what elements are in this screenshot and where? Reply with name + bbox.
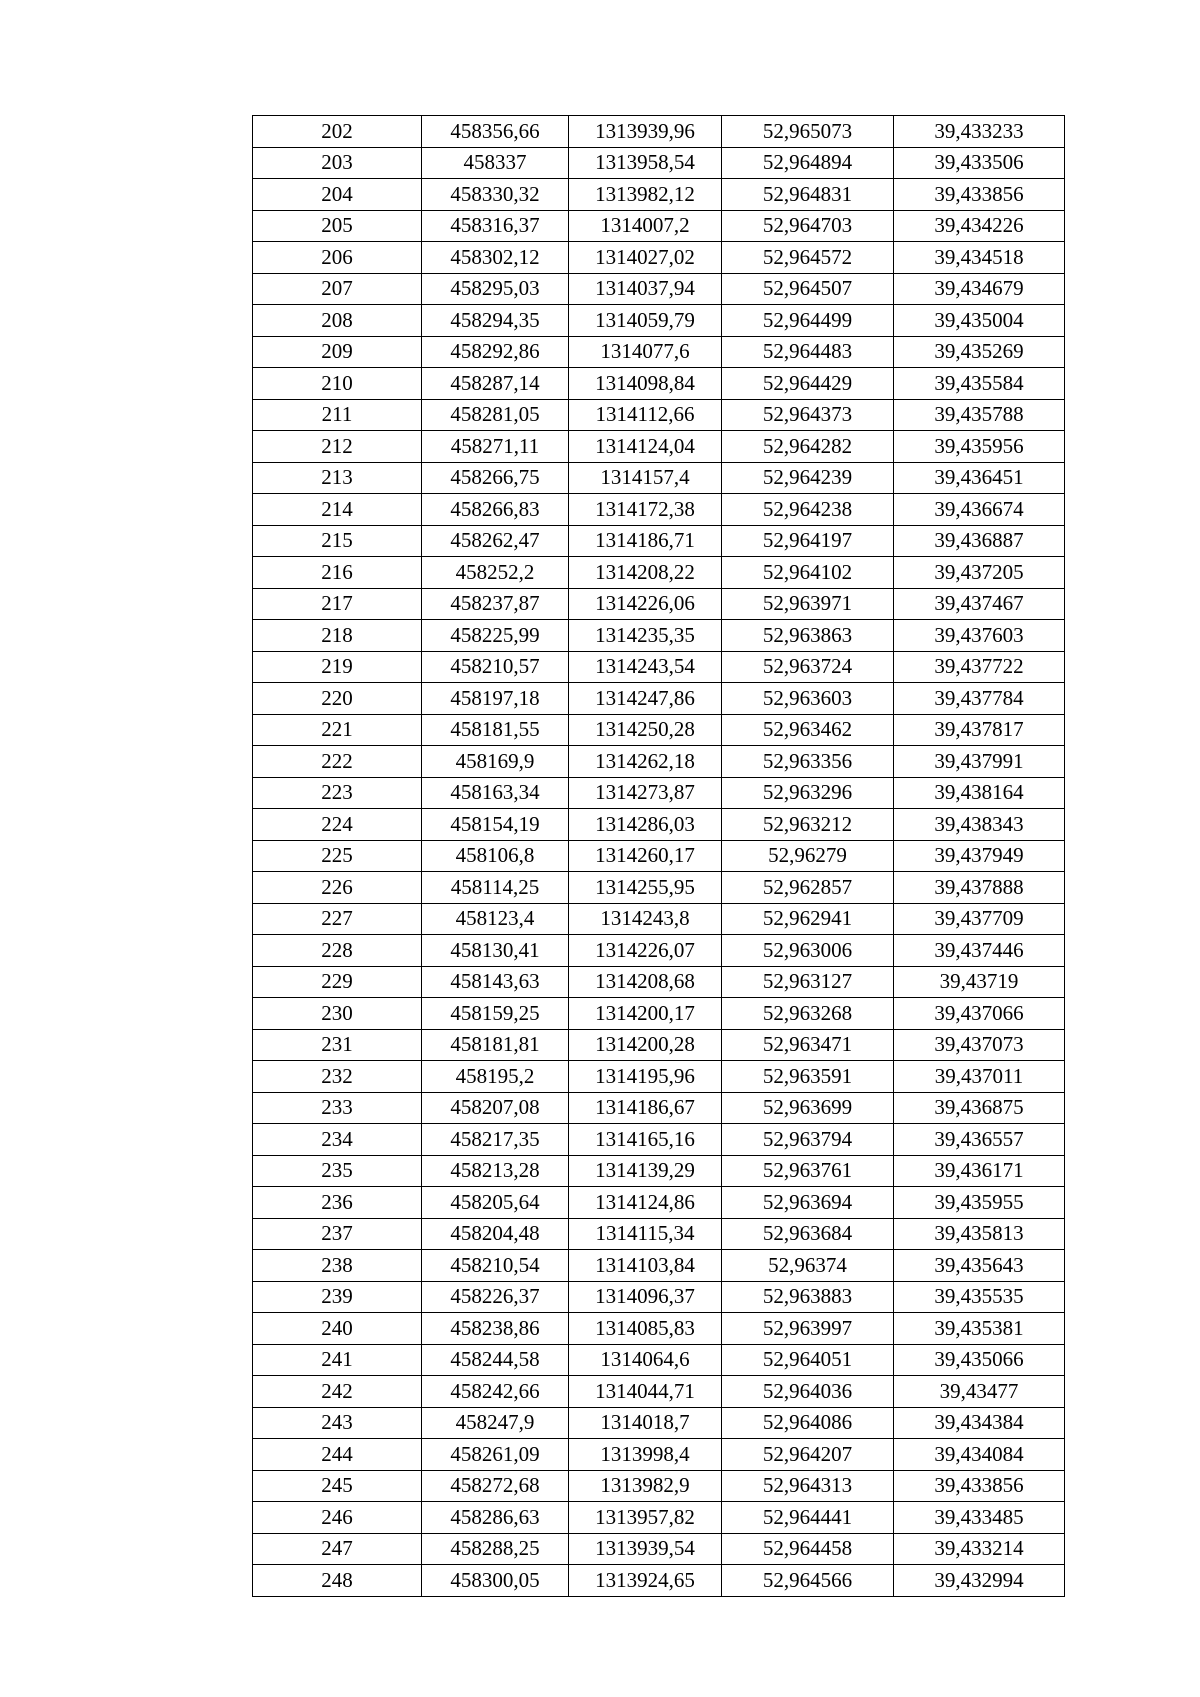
x-coordinate-cell: 458130,41	[422, 935, 569, 967]
x-coordinate-cell: 458244,58	[422, 1344, 569, 1376]
table-row	[253, 1376, 1065, 1408]
latitude-cell: 52,964499	[722, 305, 894, 337]
y-coordinate-cell: 1314260,17	[569, 840, 722, 872]
latitude-cell: 52,964102	[722, 557, 894, 589]
point-number-cell: 218	[253, 620, 422, 652]
table-row	[253, 588, 1065, 620]
x-coordinate-cell: 458205,64	[422, 1187, 569, 1219]
y-coordinate-cell: 1314064,6	[569, 1344, 722, 1376]
table-row	[253, 966, 1065, 998]
longitude-cell: 39,434084	[894, 1439, 1065, 1471]
x-coordinate-cell: 458242,66	[422, 1376, 569, 1408]
longitude-cell: 39,437784	[894, 683, 1065, 715]
table-row	[253, 1502, 1065, 1534]
point-number-cell: 246	[253, 1502, 422, 1534]
point-number-cell: 202	[253, 116, 422, 148]
y-coordinate-cell: 1314250,28	[569, 714, 722, 746]
longitude-cell: 39,437888	[894, 872, 1065, 904]
latitude-cell: 52,963127	[722, 966, 894, 998]
point-number-cell: 234	[253, 1124, 422, 1156]
y-coordinate-cell: 1313939,54	[569, 1533, 722, 1565]
latitude-cell: 52,962941	[722, 903, 894, 935]
point-number-cell: 232	[253, 1061, 422, 1093]
longitude-cell: 39,437011	[894, 1061, 1065, 1093]
table-row	[253, 1344, 1065, 1376]
x-coordinate-cell: 458197,18	[422, 683, 569, 715]
x-coordinate-cell: 458207,08	[422, 1092, 569, 1124]
latitude-cell: 52,963684	[722, 1218, 894, 1250]
longitude-cell: 39,435004	[894, 305, 1065, 337]
table-row	[253, 1407, 1065, 1439]
y-coordinate-cell: 1314273,87	[569, 777, 722, 809]
x-coordinate-cell: 458295,03	[422, 273, 569, 305]
table-row	[253, 1250, 1065, 1282]
y-coordinate-cell: 1313939,96	[569, 116, 722, 148]
point-number-cell: 205	[253, 210, 422, 242]
longitude-cell: 39,436875	[894, 1092, 1065, 1124]
y-coordinate-cell: 1314186,71	[569, 525, 722, 557]
longitude-cell: 39,435643	[894, 1250, 1065, 1282]
x-coordinate-cell: 458272,68	[422, 1470, 569, 1502]
latitude-cell: 52,964831	[722, 179, 894, 211]
table-row	[253, 809, 1065, 841]
y-coordinate-cell: 1314195,96	[569, 1061, 722, 1093]
point-number-cell: 215	[253, 525, 422, 557]
x-coordinate-cell: 458337	[422, 147, 569, 179]
table-row	[253, 903, 1065, 935]
latitude-cell: 52,964507	[722, 273, 894, 305]
x-coordinate-cell: 458287,14	[422, 368, 569, 400]
point-number-cell: 235	[253, 1155, 422, 1187]
x-coordinate-cell: 458213,28	[422, 1155, 569, 1187]
table-row	[253, 1187, 1065, 1219]
longitude-cell: 39,436674	[894, 494, 1065, 526]
point-number-cell: 224	[253, 809, 422, 841]
coordinates-table-body	[253, 116, 1065, 1597]
longitude-cell: 39,436451	[894, 462, 1065, 494]
table-row	[253, 242, 1065, 274]
latitude-cell: 52,964483	[722, 336, 894, 368]
longitude-cell: 39,437205	[894, 557, 1065, 589]
longitude-cell: 39,432994	[894, 1565, 1065, 1597]
latitude-cell: 52,964238	[722, 494, 894, 526]
x-coordinate-cell: 458266,83	[422, 494, 569, 526]
latitude-cell: 52,964197	[722, 525, 894, 557]
table-row	[253, 777, 1065, 809]
point-number-cell: 241	[253, 1344, 422, 1376]
longitude-cell: 39,433214	[894, 1533, 1065, 1565]
latitude-cell: 52,963591	[722, 1061, 894, 1093]
longitude-cell: 39,437467	[894, 588, 1065, 620]
point-number-cell: 211	[253, 399, 422, 431]
x-coordinate-cell: 458210,54	[422, 1250, 569, 1282]
table-row	[253, 399, 1065, 431]
x-coordinate-cell: 458286,63	[422, 1502, 569, 1534]
latitude-cell: 52,964207	[722, 1439, 894, 1471]
latitude-cell: 52,963694	[722, 1187, 894, 1219]
point-number-cell: 233	[253, 1092, 422, 1124]
x-coordinate-cell: 458288,25	[422, 1533, 569, 1565]
longitude-cell: 39,437709	[894, 903, 1065, 935]
point-number-cell: 216	[253, 557, 422, 589]
latitude-cell: 52,964036	[722, 1376, 894, 1408]
longitude-cell: 39,435269	[894, 336, 1065, 368]
latitude-cell: 52,963471	[722, 1029, 894, 1061]
table-row	[253, 1061, 1065, 1093]
point-number-cell: 207	[253, 273, 422, 305]
longitude-cell: 39,435535	[894, 1281, 1065, 1313]
x-coordinate-cell: 458261,09	[422, 1439, 569, 1471]
y-coordinate-cell: 1314208,22	[569, 557, 722, 589]
point-number-cell: 236	[253, 1187, 422, 1219]
table-row	[253, 1565, 1065, 1597]
table-row	[253, 1029, 1065, 1061]
y-coordinate-cell: 1314186,67	[569, 1092, 722, 1124]
longitude-cell: 39,433233	[894, 116, 1065, 148]
y-coordinate-cell: 1314059,79	[569, 305, 722, 337]
longitude-cell: 39,436887	[894, 525, 1065, 557]
point-number-cell: 222	[253, 746, 422, 778]
latitude-cell: 52,963296	[722, 777, 894, 809]
table-row	[253, 462, 1065, 494]
latitude-cell: 52,96374	[722, 1250, 894, 1282]
table-row	[253, 998, 1065, 1030]
x-coordinate-cell: 458163,34	[422, 777, 569, 809]
latitude-cell: 52,963883	[722, 1281, 894, 1313]
point-number-cell: 245	[253, 1470, 422, 1502]
longitude-cell: 39,438164	[894, 777, 1065, 809]
latitude-cell: 52,964458	[722, 1533, 894, 1565]
point-number-cell: 223	[253, 777, 422, 809]
table-row	[253, 494, 1065, 526]
y-coordinate-cell: 1314243,8	[569, 903, 722, 935]
latitude-cell: 52,963724	[722, 651, 894, 683]
x-coordinate-cell: 458266,75	[422, 462, 569, 494]
longitude-cell: 39,434384	[894, 1407, 1065, 1439]
x-coordinate-cell: 458302,12	[422, 242, 569, 274]
y-coordinate-cell: 1314077,6	[569, 336, 722, 368]
table-row	[253, 1124, 1065, 1156]
x-coordinate-cell: 458181,81	[422, 1029, 569, 1061]
x-coordinate-cell: 458356,66	[422, 116, 569, 148]
y-coordinate-cell: 1314112,66	[569, 399, 722, 431]
x-coordinate-cell: 458195,2	[422, 1061, 569, 1093]
point-number-cell: 244	[253, 1439, 422, 1471]
longitude-cell: 39,435956	[894, 431, 1065, 463]
table-row	[253, 1092, 1065, 1124]
point-number-cell: 209	[253, 336, 422, 368]
point-number-cell: 240	[253, 1313, 422, 1345]
point-number-cell: 225	[253, 840, 422, 872]
x-coordinate-cell: 458181,55	[422, 714, 569, 746]
longitude-cell: 39,43477	[894, 1376, 1065, 1408]
table-row	[253, 305, 1065, 337]
table-row	[253, 1313, 1065, 1345]
latitude-cell: 52,964313	[722, 1470, 894, 1502]
x-coordinate-cell: 458247,9	[422, 1407, 569, 1439]
x-coordinate-cell: 458252,2	[422, 557, 569, 589]
x-coordinate-cell: 458281,05	[422, 399, 569, 431]
latitude-cell: 52,96279	[722, 840, 894, 872]
point-number-cell: 229	[253, 966, 422, 998]
y-coordinate-cell: 1314027,02	[569, 242, 722, 274]
table-row	[253, 620, 1065, 652]
coordinates-table	[252, 115, 1065, 1597]
longitude-cell: 39,437603	[894, 620, 1065, 652]
x-coordinate-cell: 458271,11	[422, 431, 569, 463]
x-coordinate-cell: 458217,35	[422, 1124, 569, 1156]
longitude-cell: 39,433856	[894, 1470, 1065, 1502]
table-row	[253, 1155, 1065, 1187]
x-coordinate-cell: 458294,35	[422, 305, 569, 337]
point-number-cell: 247	[253, 1533, 422, 1565]
latitude-cell: 52,964086	[722, 1407, 894, 1439]
point-number-cell: 226	[253, 872, 422, 904]
longitude-cell: 39,435584	[894, 368, 1065, 400]
latitude-cell: 52,964703	[722, 210, 894, 242]
latitude-cell: 52,963006	[722, 935, 894, 967]
longitude-cell: 39,435381	[894, 1313, 1065, 1345]
longitude-cell: 39,435788	[894, 399, 1065, 431]
x-coordinate-cell: 458114,25	[422, 872, 569, 904]
point-number-cell: 208	[253, 305, 422, 337]
longitude-cell: 39,438343	[894, 809, 1065, 841]
x-coordinate-cell: 458123,4	[422, 903, 569, 935]
y-coordinate-cell: 1314255,95	[569, 872, 722, 904]
point-number-cell: 248	[253, 1565, 422, 1597]
table-row	[253, 872, 1065, 904]
longitude-cell: 39,435813	[894, 1218, 1065, 1250]
point-number-cell: 221	[253, 714, 422, 746]
y-coordinate-cell: 1314157,4	[569, 462, 722, 494]
y-coordinate-cell: 1314044,71	[569, 1376, 722, 1408]
y-coordinate-cell: 1313957,82	[569, 1502, 722, 1534]
y-coordinate-cell: 1314103,84	[569, 1250, 722, 1282]
table-row	[253, 116, 1065, 148]
table-row	[253, 1533, 1065, 1565]
longitude-cell: 39,435955	[894, 1187, 1065, 1219]
table-row	[253, 557, 1065, 589]
x-coordinate-cell: 458237,87	[422, 588, 569, 620]
table-row	[253, 746, 1065, 778]
point-number-cell: 237	[253, 1218, 422, 1250]
longitude-cell: 39,437949	[894, 840, 1065, 872]
y-coordinate-cell: 1314243,54	[569, 651, 722, 683]
point-number-cell: 217	[253, 588, 422, 620]
latitude-cell: 52,963268	[722, 998, 894, 1030]
table-row	[253, 1281, 1065, 1313]
table-row	[253, 431, 1065, 463]
y-coordinate-cell: 1314018,7	[569, 1407, 722, 1439]
latitude-cell: 52,963971	[722, 588, 894, 620]
longitude-cell: 39,437991	[894, 746, 1065, 778]
y-coordinate-cell: 1314226,06	[569, 588, 722, 620]
point-number-cell: 204	[253, 179, 422, 211]
table-row	[253, 651, 1065, 683]
latitude-cell: 52,964566	[722, 1565, 894, 1597]
latitude-cell: 52,963603	[722, 683, 894, 715]
x-coordinate-cell: 458225,99	[422, 620, 569, 652]
y-coordinate-cell: 1314085,83	[569, 1313, 722, 1345]
table-row	[253, 1439, 1065, 1471]
y-coordinate-cell: 1313982,12	[569, 179, 722, 211]
longitude-cell: 39,434226	[894, 210, 1065, 242]
y-coordinate-cell: 1314286,03	[569, 809, 722, 841]
longitude-cell: 39,436171	[894, 1155, 1065, 1187]
longitude-cell: 39,437446	[894, 935, 1065, 967]
longitude-cell: 39,434679	[894, 273, 1065, 305]
table-row	[253, 714, 1065, 746]
x-coordinate-cell: 458210,57	[422, 651, 569, 683]
y-coordinate-cell: 1313924,65	[569, 1565, 722, 1597]
x-coordinate-cell: 458300,05	[422, 1565, 569, 1597]
y-coordinate-cell: 1314172,38	[569, 494, 722, 526]
y-coordinate-cell: 1314007,2	[569, 210, 722, 242]
table-row	[253, 368, 1065, 400]
point-number-cell: 213	[253, 462, 422, 494]
y-coordinate-cell: 1314247,86	[569, 683, 722, 715]
x-coordinate-cell: 458262,47	[422, 525, 569, 557]
latitude-cell: 52,965073	[722, 116, 894, 148]
latitude-cell: 52,964373	[722, 399, 894, 431]
x-coordinate-cell: 458143,63	[422, 966, 569, 998]
x-coordinate-cell: 458159,25	[422, 998, 569, 1030]
longitude-cell: 39,437066	[894, 998, 1065, 1030]
latitude-cell: 52,963761	[722, 1155, 894, 1187]
point-number-cell: 212	[253, 431, 422, 463]
y-coordinate-cell: 1314262,18	[569, 746, 722, 778]
point-number-cell: 214	[253, 494, 422, 526]
point-number-cell: 243	[253, 1407, 422, 1439]
table-row	[253, 683, 1065, 715]
longitude-cell: 39,437722	[894, 651, 1065, 683]
longitude-cell: 39,437817	[894, 714, 1065, 746]
point-number-cell: 227	[253, 903, 422, 935]
y-coordinate-cell: 1313982,9	[569, 1470, 722, 1502]
latitude-cell: 52,963212	[722, 809, 894, 841]
latitude-cell: 52,964051	[722, 1344, 894, 1376]
point-number-cell: 230	[253, 998, 422, 1030]
latitude-cell: 52,964441	[722, 1502, 894, 1534]
table-row	[253, 273, 1065, 305]
latitude-cell: 52,962857	[722, 872, 894, 904]
latitude-cell: 52,964429	[722, 368, 894, 400]
y-coordinate-cell: 1314200,28	[569, 1029, 722, 1061]
x-coordinate-cell: 458316,37	[422, 210, 569, 242]
x-coordinate-cell: 458106,8	[422, 840, 569, 872]
y-coordinate-cell: 1314096,37	[569, 1281, 722, 1313]
y-coordinate-cell: 1314208,68	[569, 966, 722, 998]
longitude-cell: 39,433856	[894, 179, 1065, 211]
longitude-cell: 39,435066	[894, 1344, 1065, 1376]
longitude-cell: 39,43719	[894, 966, 1065, 998]
point-number-cell: 210	[253, 368, 422, 400]
longitude-cell: 39,433485	[894, 1502, 1065, 1534]
x-coordinate-cell: 458292,86	[422, 336, 569, 368]
longitude-cell: 39,433506	[894, 147, 1065, 179]
x-coordinate-cell: 458238,86	[422, 1313, 569, 1345]
longitude-cell: 39,434518	[894, 242, 1065, 274]
y-coordinate-cell: 1313998,4	[569, 1439, 722, 1471]
longitude-cell: 39,436557	[894, 1124, 1065, 1156]
latitude-cell: 52,963462	[722, 714, 894, 746]
y-coordinate-cell: 1314200,17	[569, 998, 722, 1030]
y-coordinate-cell: 1314124,86	[569, 1187, 722, 1219]
table-row	[253, 147, 1065, 179]
point-number-cell: 219	[253, 651, 422, 683]
latitude-cell: 52,963997	[722, 1313, 894, 1345]
latitude-cell: 52,964282	[722, 431, 894, 463]
latitude-cell: 52,963863	[722, 620, 894, 652]
x-coordinate-cell: 458204,48	[422, 1218, 569, 1250]
latitude-cell: 52,963794	[722, 1124, 894, 1156]
latitude-cell: 52,964572	[722, 242, 894, 274]
x-coordinate-cell: 458154,19	[422, 809, 569, 841]
point-number-cell: 238	[253, 1250, 422, 1282]
y-coordinate-cell: 1314124,04	[569, 431, 722, 463]
y-coordinate-cell: 1314037,94	[569, 273, 722, 305]
point-number-cell: 206	[253, 242, 422, 274]
x-coordinate-cell: 458169,9	[422, 746, 569, 778]
x-coordinate-cell: 458330,32	[422, 179, 569, 211]
y-coordinate-cell: 1314115,34	[569, 1218, 722, 1250]
table-row	[253, 336, 1065, 368]
point-number-cell: 231	[253, 1029, 422, 1061]
table-row	[253, 1470, 1065, 1502]
y-coordinate-cell: 1314165,16	[569, 1124, 722, 1156]
y-coordinate-cell: 1314226,07	[569, 935, 722, 967]
y-coordinate-cell: 1314098,84	[569, 368, 722, 400]
point-number-cell: 228	[253, 935, 422, 967]
y-coordinate-cell: 1314139,29	[569, 1155, 722, 1187]
point-number-cell: 220	[253, 683, 422, 715]
y-coordinate-cell: 1313958,54	[569, 147, 722, 179]
table-row	[253, 840, 1065, 872]
point-number-cell: 239	[253, 1281, 422, 1313]
table-row	[253, 525, 1065, 557]
x-coordinate-cell: 458226,37	[422, 1281, 569, 1313]
table-row	[253, 935, 1065, 967]
point-number-cell: 242	[253, 1376, 422, 1408]
table-row	[253, 179, 1065, 211]
latitude-cell: 52,963699	[722, 1092, 894, 1124]
y-coordinate-cell: 1314235,35	[569, 620, 722, 652]
table-row	[253, 1218, 1065, 1250]
point-number-cell: 203	[253, 147, 422, 179]
latitude-cell: 52,964894	[722, 147, 894, 179]
latitude-cell: 52,963356	[722, 746, 894, 778]
longitude-cell: 39,437073	[894, 1029, 1065, 1061]
latitude-cell: 52,964239	[722, 462, 894, 494]
table-row	[253, 210, 1065, 242]
